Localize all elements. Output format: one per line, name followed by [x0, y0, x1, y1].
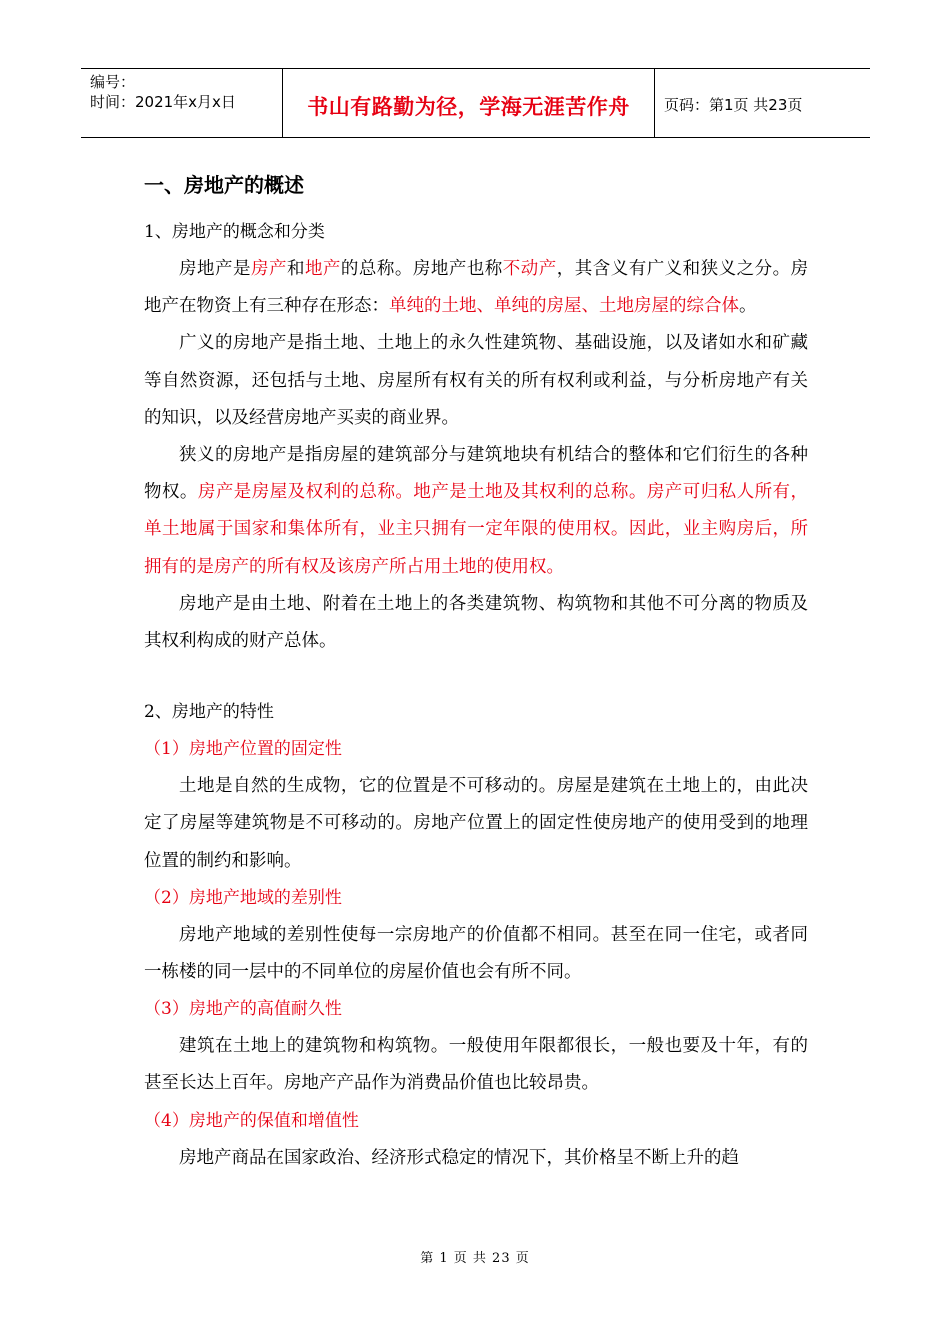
highlight-ownership: 房产是房屋及权利的总称。地产是土地及其权利的总称。房产可归私人所有，单土地属于国家和集体所有，业主只拥有一定年限的使用权。因此，业主购房后，所拥有的是房产的所有权及该房产所占用土地的使用权。	[144, 482, 808, 577]
trait-title-1: （1）房地产位置的固定性	[144, 739, 342, 760]
header-motto-cell	[283, 69, 655, 137]
subsection-title-2: 2、房地产的特性	[144, 702, 274, 723]
text-run: 狭义的房地产是指房屋的建筑部分与建筑地块有机结合的整体和它们衍生的各种物权。	[144, 445, 808, 503]
trait-paragraph-3: 建筑在土地上的建筑物和构筑物。一般使用年限都很长，一般也要及十年，有的甚至长达上百年。房地产产品作为消费品价值也比较昂贵。	[144, 1036, 808, 1094]
section-heading: 一、房地产的概述	[144, 173, 304, 197]
header-page-code: 页码：第1页 共23页	[664, 96, 803, 114]
text-run: ，其含义有广义和狭义之分。房地产在物资上有三种存在形态：	[144, 259, 809, 317]
document-date: 时间：2021年x月x日	[90, 93, 236, 111]
document-body	[144, 168, 808, 1177]
document-number-label: 编号：	[90, 73, 136, 91]
trait-title-2: （2）房地产地域的差别性	[144, 887, 342, 908]
subsection-title-1: 1、房地产的概念和分类	[144, 222, 325, 242]
paragraph-narrow-definition	[144, 437, 808, 586]
highlight-fangchan: 房产	[250, 259, 287, 279]
paragraph-definition	[144, 251, 808, 325]
document-header-table	[81, 68, 870, 138]
highlight-budongchan: 不动产	[502, 259, 557, 279]
text-run: 。	[739, 296, 757, 317]
header-motto: 书山有路勤为径，学海无涯苦作舟	[307, 95, 630, 119]
header-info-cell	[81, 69, 283, 137]
highlight-dichan: 地产	[304, 259, 341, 279]
text-run: 房地产是	[179, 259, 251, 279]
text-run: 的总称。房地产也称	[340, 259, 503, 279]
page-footer: 第 1 页 共 23 页	[420, 1251, 530, 1266]
trait-title-4: （4）房地产的保值和增值性	[144, 1110, 359, 1131]
trait-paragraph-1: 土地是自然的生成物，它的位置是不可移动的。房屋是建筑在土地上的，由此决定了房屋等建筑物是不可移动的。房地产位置上的固定性使房地产的使用受到的地理位置的制约和影响。	[144, 776, 808, 871]
paragraph-broad-definition: 广义的房地产是指土地、土地上的永久性建筑物、基础设施，以及诸如水和矿藏等自然资源，还包括与土地、房屋所有权有关的所有权利或利益，与分析房地产有关的知识，以及经营房地产买卖的商业界。	[144, 333, 808, 428]
trait-paragraph-2: 房地产地域的差别性使每一宗房地产的价值都不相同。甚至在同一住宅，或者同一栋楼的同一层中的不同单位的房屋价值也会有所不同。	[144, 924, 808, 983]
trait-title-3: （3）房地产的高值耐久性	[144, 999, 342, 1020]
trait-paragraph-4: 房地产商品在国家政治、经济形式稳定的情况下，其价格呈不断上升的趋	[179, 1147, 739, 1168]
header-page-cell	[655, 69, 870, 137]
paragraph-composition: 房地产是由土地、附着在土地上的各类建筑物、构筑物和其他不可分离的物质及其权利构成的财产总体。	[144, 593, 808, 652]
text-run: 和	[286, 259, 305, 279]
spacer	[144, 660, 808, 694]
highlight-three-forms: 单纯的土地、单纯的房屋、土地房屋的综合体	[389, 296, 739, 317]
